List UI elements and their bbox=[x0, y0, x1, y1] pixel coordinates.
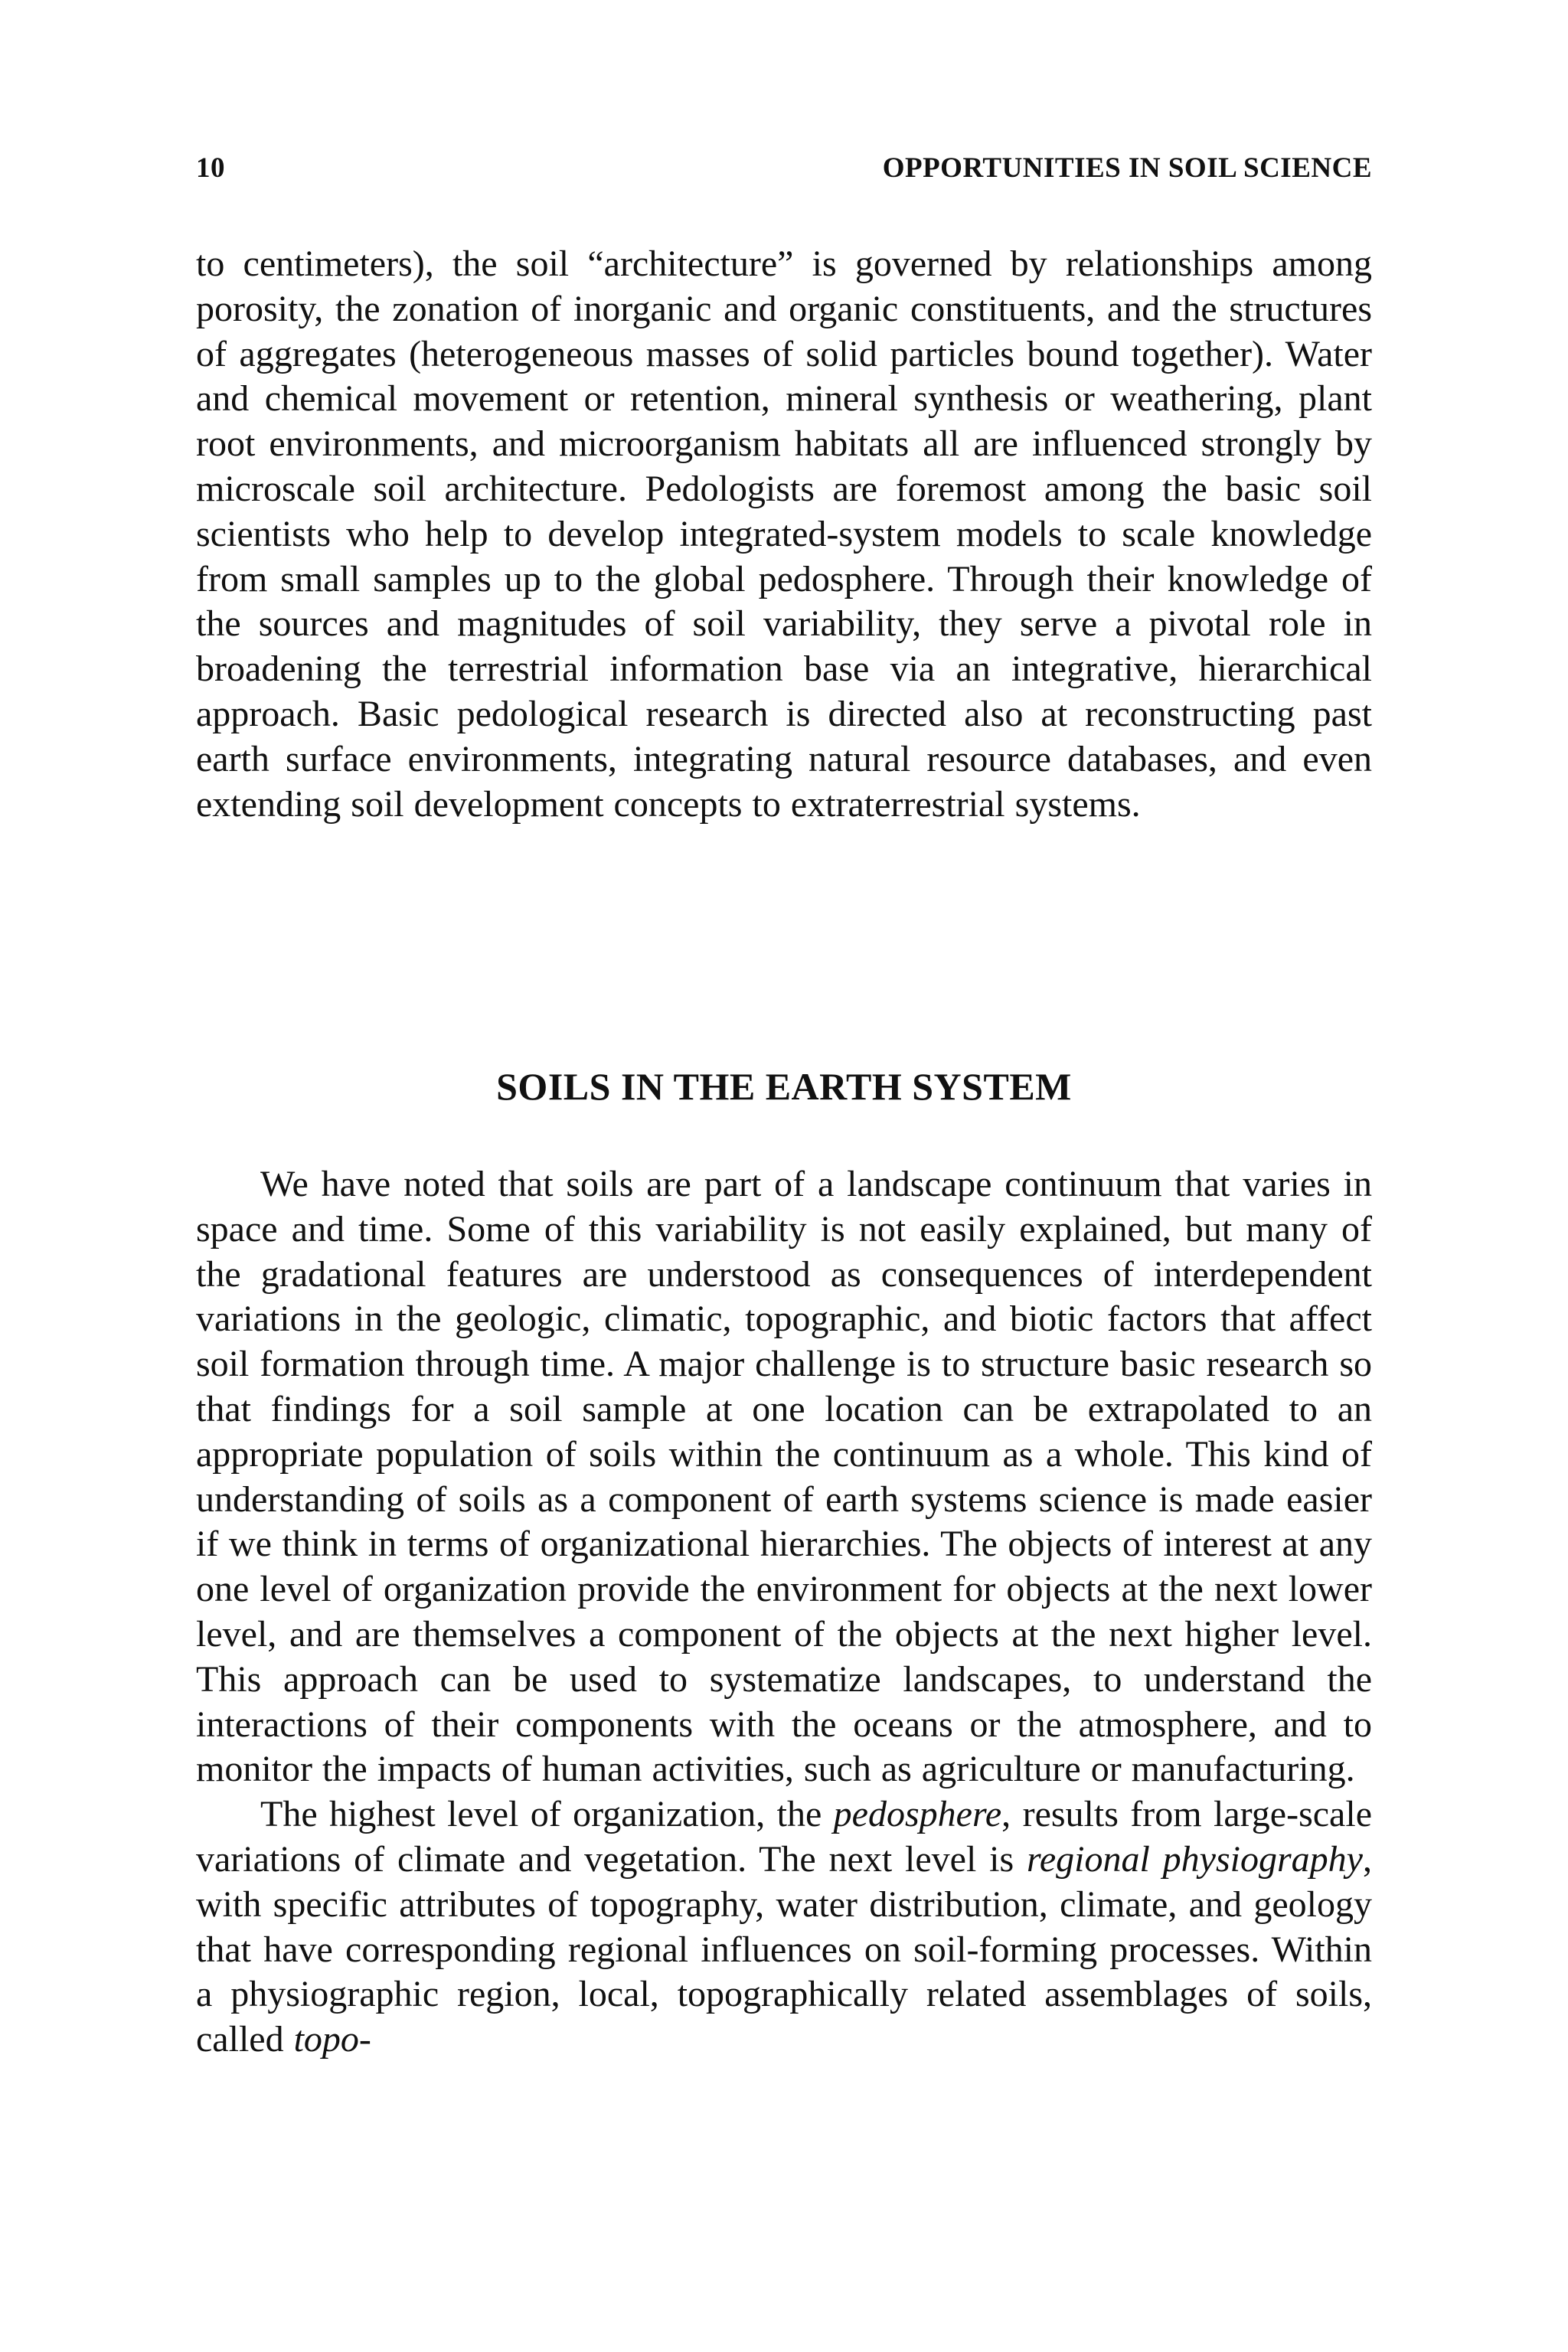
running-head bbox=[196, 152, 1372, 198]
section-paragraph-1: We have noted that soils are part of a landscape continuum that varies in space and time. Some of this variability is not easily explained, but many of the gradational features are understood as consequences of interdependent variations in the geologic, climatic, topographic, and biotic factors that affect soil formation through time. A major challenge is to structure basic research so that findings for a soil sample at one location can be extrapolated to an appropriate population of soils within the continuum as a whole. This kind of understanding of soils as a component of earth systems science is made easier if we think in terms of organizational hierarchies. The objects of interest at any one level of organization provide the environment for objects at the next lower level, and are themselves a component of the objects at the next higher level. This approach can be used to systematize landscapes, to understand the interactions of their components with the oceans or the atmosphere, and to monitor the impacts of human activities, such as agriculture or manufacturing. bbox=[196, 1164, 1372, 1790]
continuation-paragraph-block bbox=[196, 242, 1372, 827]
paragraph-2-text-3: , with specific attributes of topography, water distribution, climate, and geology that have corresponding regional influences on soil-forming processes. Within a physiographic region, local, topographically related assemblages of soils, called bbox=[196, 1838, 1372, 2060]
continuation-paragraph: to centimeters), the soil “architecture” is governed by relationships among porosity, the zonation of inorganic and organic constituents, and the structures of aggregates (heterogeneous masses of solid particles bound together). Water and chemical movement or retention, mineral synthesis or weathering, plant root environments, and microorganism habitats all are influenced strongly by microscale soil architecture. Pedologists are foremost among the basic soil scientists who help to develop integrated-system models to scale knowledge from small samples up to the global pedosphere. Through their knowledge of the sources and magnitudes of soil variability, they serve a pivotal role in broadening the terrestrial information base via an integrative, hierarchical approach. Basic pedological research is directed also at reconstructing past earth surface environments, integrating natural resource databases, and even extending soil development concepts to extraterrestrial systems. bbox=[196, 243, 1372, 825]
running-title: OPPORTUNITIES IN SOIL SCIENCE bbox=[882, 152, 1372, 184]
paragraph-2-text-2: , results from large-scale variations of climate and vegetation. The next level is bbox=[196, 1794, 1372, 1880]
page-number: 10 bbox=[196, 152, 225, 184]
term-regional-physiography: regional physiography bbox=[1026, 1838, 1363, 1880]
section-paragraph-2 bbox=[196, 1792, 1372, 2063]
term-topo: topo- bbox=[293, 2019, 371, 2060]
section-heading: SOILS IN THE EARTH SYSTEM bbox=[496, 1065, 1072, 1108]
term-pedosphere: pedosphere bbox=[833, 1794, 1002, 1835]
section-body bbox=[196, 1162, 1372, 2063]
paragraph-2-text-1: The highest level of organization, the bbox=[260, 1794, 834, 1835]
